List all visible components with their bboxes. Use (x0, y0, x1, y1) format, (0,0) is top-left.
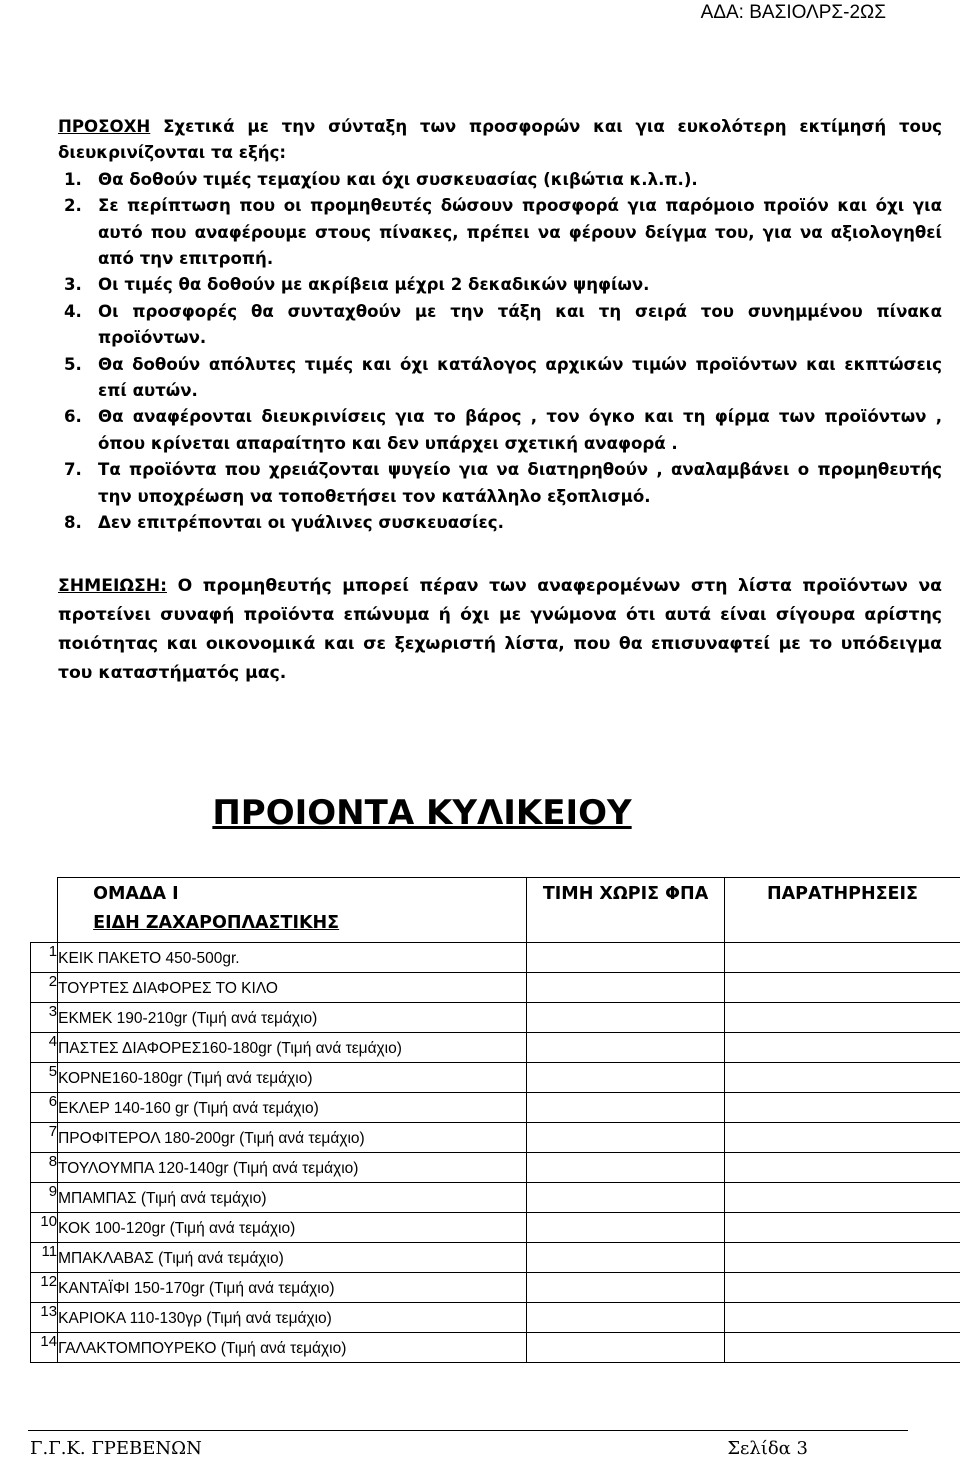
table-row (31, 1303, 960, 1333)
row-number: 12 (31, 1273, 58, 1303)
notice-item (58, 404, 942, 457)
row-number: 1 (31, 943, 58, 973)
row-number: 5 (31, 1063, 58, 1093)
row-number: 10 (31, 1213, 58, 1243)
group-label: ΟΜΑΔΑ Ι (93, 884, 179, 904)
price-input-cell[interactable] (527, 1273, 725, 1303)
notice-item-text: Τα προϊόντα που χρειάζονται ψυγείο για να διατηρηθούν , αναλαμβάνει ο προμηθευτής την υποχρέωση να τοποθετήσει τον κατάλληλο εξοπλισμό. (98, 460, 942, 506)
product-name: ΜΠΑΜΠΑΣ (Τιμή ανά τεμάχιο) (58, 1190, 267, 1207)
notice-item-number: 1. (64, 169, 82, 189)
product-name-cell (58, 1093, 527, 1123)
remarks-input-cell[interactable] (724, 1303, 960, 1333)
product-name-cell (58, 1303, 527, 1333)
product-name-cell (58, 1333, 527, 1363)
row-number: 2 (31, 973, 58, 1003)
product-name-cell (58, 1033, 527, 1063)
remarks-input-cell[interactable] (724, 1093, 960, 1123)
product-name: ΚΟΚ 100-120gr (Τιμή ανά τεμάχιο) (58, 1220, 296, 1237)
table-row (31, 973, 960, 1003)
note-section (58, 572, 942, 688)
row-number: 6 (31, 1093, 58, 1123)
table-row (31, 1333, 960, 1363)
page-title: ΠΡΟΙΟΝΤΑ ΚΥΛΙΚΕΙΟΥ (212, 793, 632, 833)
notice-item-number: 8. (64, 513, 82, 533)
footer-organization: Γ.Γ.Κ. ΓΡΕΒΕΝΩΝ (30, 1438, 202, 1459)
price-input-cell[interactable] (527, 1333, 725, 1363)
price-input-cell[interactable] (527, 1033, 725, 1063)
notice-item-text: Θα αναφέρονται διευκρινίσεις για το βάρος , τον όγκο και τη φίρμα των προϊόντων , όπου κρίνεται απαραίτητο και δεν υπάρχει σχετική αναφορά . (98, 407, 942, 453)
table-row (31, 1123, 960, 1153)
table-header-row (31, 878, 960, 943)
product-name: ΓΑΛΑΚΤΟΜΠΟΥΡΕΚΟ (Τιμή ανά τεμάχιο) (58, 1340, 347, 1357)
row-number: 4 (31, 1033, 58, 1063)
notice-item (58, 510, 942, 536)
product-name: ΚΑΡΙΟΚΑ 110-130γρ (Τιμή ανά τεμάχιο) (58, 1310, 332, 1327)
products-table (30, 877, 960, 1363)
product-name-cell (58, 1273, 527, 1303)
price-input-cell[interactable] (527, 973, 725, 1003)
notice-item (58, 352, 942, 405)
remarks-input-cell[interactable] (724, 1063, 960, 1093)
price-input-cell[interactable] (527, 1093, 725, 1123)
notice-item-number: 5. (64, 354, 82, 374)
table-row (31, 1183, 960, 1213)
remarks-input-cell[interactable] (724, 973, 960, 1003)
product-name-cell (58, 1153, 527, 1183)
row-number: 8 (31, 1153, 58, 1183)
remarks-input-cell[interactable] (724, 1243, 960, 1273)
table-row (31, 1093, 960, 1123)
row-number: 14 (31, 1333, 58, 1363)
remarks-input-cell[interactable] (724, 1123, 960, 1153)
group-header-cell (58, 878, 527, 943)
product-name-cell (58, 1003, 527, 1033)
notice-item-text: Θα δοθούν τιμές τεμαχίου και όχι συσκευασίας (κιβώτια κ.λ.π.). (98, 169, 698, 189)
notice-item-text: Θα δοθούν απόλυτες τιμές και όχι κατάλογος αρχικών τιμών προϊόντων και εκπτώσεις επί αυτών. (98, 354, 942, 401)
notice-intro-text: Σχετικά με την σύνταξη των προσφορών και για ευκολότερη εκτίμησή τους διευκρινίζονται τα εξής: (58, 117, 942, 163)
category-label: ΕΙΔΗ ΖΑΧΑΡΟΠΛΑΣΤΙΚΗΣ (93, 913, 340, 933)
product-name-cell (58, 973, 527, 1003)
table-row (31, 1063, 960, 1093)
product-name-cell (58, 943, 527, 973)
remarks-input-cell[interactable] (724, 1153, 960, 1183)
notice-item (58, 193, 942, 272)
remarks-input-cell[interactable] (724, 1333, 960, 1363)
product-name-cell (58, 1183, 527, 1213)
product-name: ΚΟΡΝΕ160-180gr (Τιμή ανά τεμάχιο) (58, 1070, 313, 1087)
product-name-cell (58, 1213, 527, 1243)
product-name: ΜΠΑΚΛΑΒΑΣ (Τιμή ανά τεμάχιο) (58, 1250, 284, 1267)
note-text: Ο προμηθευτής μπορεί πέραν των αναφερομένων στη λίστα προϊόντων να προτείνει συναφή προϊόντα επώνυμα ή όχι με γνώμονα ότι αυτά είναι σίγουρα αρίστης ποιότητας και οικονομικά και σε ξεχωριστή λίστα, που θα επισυναφτεί με το υπόδειγμα του καταστήματός μας. (58, 576, 942, 683)
footer-divider (28, 1430, 908, 1431)
notice-item-number: 4. (64, 301, 82, 321)
product-name: ΤΟΥΛΟΥΜΠΑ 120-140gr (Τιμή ανά τεμάχιο) (58, 1160, 359, 1177)
remarks-input-cell[interactable] (724, 1033, 960, 1063)
product-name: ΕΚΜΕΚ 190-210gr (Τιμή ανά τεμάχιο) (58, 1010, 318, 1027)
notice-list (58, 167, 942, 537)
table-row (31, 1273, 960, 1303)
notice-intro (58, 114, 942, 167)
price-input-cell[interactable] (527, 1003, 725, 1033)
product-name: ΠΡΟΦΙΤΕΡΟΛ 180-200gr (Τιμή ανά τεμάχιο) (58, 1130, 365, 1147)
notice-item-number: 7. (64, 460, 82, 480)
remarks-input-cell[interactable] (724, 943, 960, 973)
product-name: ΕΚΛΕΡ 140-160 gr (Τιμή ανά τεμάχιο) (58, 1100, 319, 1117)
table-row (31, 1213, 960, 1243)
product-name: ΚΕΙΚ ΠΑΚΕΤΟ 450-500gr. (58, 950, 240, 967)
notice-item-number: 2. (64, 196, 82, 216)
notice-label: ΠΡΟΣΟΧΗ (58, 117, 151, 136)
remarks-input-cell[interactable] (724, 1003, 960, 1033)
notice-item (58, 272, 942, 298)
row-number: 3 (31, 1003, 58, 1033)
remarks-input-cell[interactable] (724, 1273, 960, 1303)
ada-code: ΑΔΑ: ΒΑΣΙΟΛΡΣ-2ΩΣ (700, 2, 886, 23)
price-input-cell[interactable] (527, 1243, 725, 1273)
row-number: 13 (31, 1303, 58, 1333)
notice-item (58, 299, 942, 352)
row-number: 11 (31, 1243, 58, 1273)
table-row (31, 1003, 960, 1033)
product-name: ΠΑΣΤΕΣ ΔΙΑΦΟΡΕΣ160-180gr (Τιμή ανά τεμάχιο) (58, 1040, 402, 1057)
notice-item (58, 457, 942, 510)
table-row (31, 943, 960, 973)
price-input-cell[interactable] (527, 1303, 725, 1333)
product-name-cell (58, 1123, 527, 1153)
product-name: ΤΟΥΡΤΕΣ ΔΙΑΦΟΡΕΣ ΤΟ ΚΙΛΟ (58, 980, 278, 997)
notice-item (58, 167, 942, 193)
notice-item-text: Οι προσφορές θα συνταχθούν με την τάξη και τη σειρά του συνημμένου πίνακα προϊόντων. (98, 301, 942, 348)
table-row (31, 1243, 960, 1273)
remarks-header: ΠΑΡΑΤΗΡΗΣΕΙΣ (724, 878, 960, 943)
remarks-input-cell[interactable] (724, 1213, 960, 1243)
table-row (31, 1153, 960, 1183)
note-label: ΣΗΜΕΙΩΣΗ: (58, 576, 167, 596)
product-name-cell (58, 1243, 527, 1273)
price-input-cell[interactable] (527, 1123, 725, 1153)
row-number: 7 (31, 1123, 58, 1153)
notice-item-number: 6. (64, 407, 82, 427)
notice-item-text: Σε περίπτωση που οι προμηθευτές δώσουν προσφορά για παρόμοιο προϊόν και όχι για αυτό που αναφέρουμε στους πίνακες, πρέπει να φέρουν δείγμα του, για να αξιολογηθεί από την επιτροπή. (98, 196, 942, 269)
price-input-cell[interactable] (527, 1213, 725, 1243)
notice-item-text: Δεν επιτρέπονται οι γυάλινες συσκευασίες. (98, 513, 504, 533)
remarks-input-cell[interactable] (724, 1183, 960, 1213)
footer-page-number: Σελίδα 3 (727, 1438, 808, 1459)
price-input-cell[interactable] (527, 943, 725, 973)
product-name: ΚΑΝΤΑΪΦΙ 150-170gr (Τιμή ανά τεμάχιο) (58, 1280, 335, 1297)
price-input-cell[interactable] (527, 1183, 725, 1213)
product-name-cell (58, 1063, 527, 1093)
price-input-cell[interactable] (527, 1153, 725, 1183)
notice-section (58, 114, 942, 537)
price-input-cell[interactable] (527, 1063, 725, 1093)
notice-item-text: Οι τιμές θα δοθούν με ακρίβεια μέχρι 2 δεκαδικών ψηφίων. (98, 275, 650, 295)
notice-item-number: 3. (64, 275, 82, 295)
table-row (31, 1033, 960, 1063)
price-header: ΤΙΜΗ ΧΩΡΙΣ ΦΠΑ (527, 878, 725, 943)
row-number: 9 (31, 1183, 58, 1213)
